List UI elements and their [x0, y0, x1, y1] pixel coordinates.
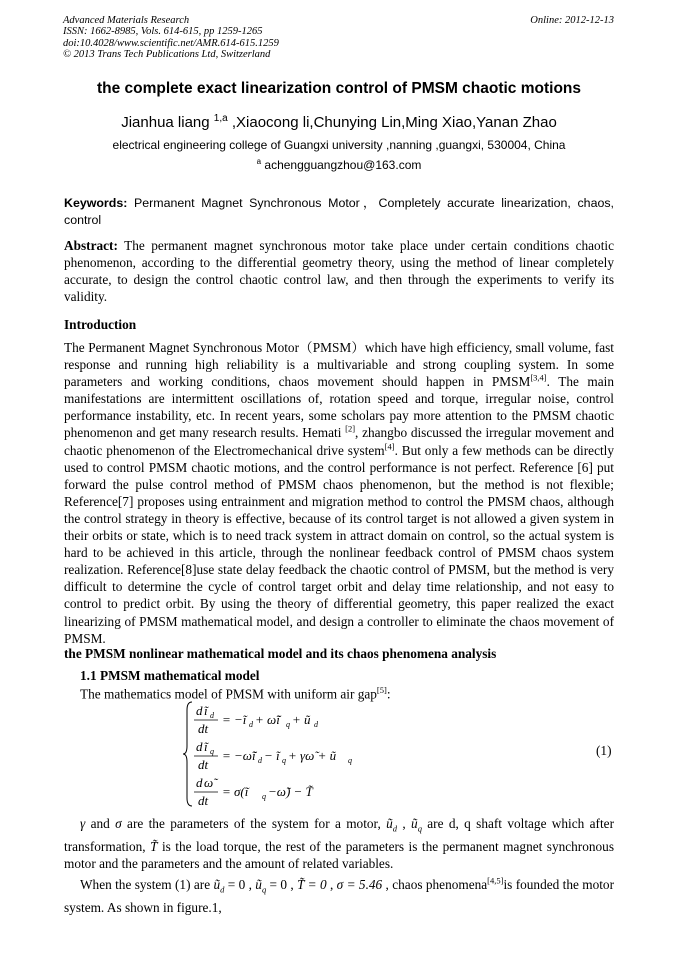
- citation: [3,4]: [530, 372, 547, 383]
- eq1-numerator-sub: d: [210, 711, 214, 720]
- eq2-rhs-1: = −ω̃ĩ: [222, 748, 256, 763]
- eq1-rhs-sub-2: q: [286, 720, 290, 729]
- gamma-symbol: γ: [80, 816, 86, 831]
- eq1-numerator-d: d: [196, 703, 203, 718]
- model-intro-colon: :: [386, 686, 391, 702]
- subscript: q: [261, 884, 267, 895]
- intro-text-1: The Permanent Magnet Synchronous Motor（PMSM）which have high efficiency, small volume, fast response and running high reliability is a multivariable and strong coupling system. In some parameters and working conditions, chaos movement should happen in PMSM: [64, 340, 614, 390]
- parameter-paragraph: [64, 815, 614, 872]
- first-author: Jianhua liang: [121, 114, 214, 131]
- journal-header: [63, 15, 279, 61]
- value: = 0: [266, 877, 288, 892]
- separator: ,: [326, 877, 337, 892]
- eq2-rhs-sub-1: d: [258, 756, 262, 765]
- intro-paragraph: [64, 339, 614, 647]
- para2-text: is the load torque, the rest of the parameters is the permanent magnet synchronous motor and the parameters and the amount of related variables.: [64, 838, 614, 871]
- citation: [4,5]: [487, 875, 504, 886]
- online-date: Online: 2012-12-13: [530, 15, 614, 26]
- separator: ,: [287, 877, 298, 892]
- ud-symbol: ũ: [213, 877, 221, 892]
- eq3-numerator-d: d: [196, 775, 203, 790]
- keywords-label: Keywords:: [64, 196, 128, 210]
- intro-text-4: . But only a few methods can be directly used to control PMSM chaotic motions, and the control performance is not perfect. Reference [6] put forward the pulse control method of PMSM chaos phenomenon, but the method is not flexible; Reference[7] proposes using entrainment and migration method to control the PMSM chaos, although the control strategy in theory is effective, because of its control target is not allowed a given system in their orbits or state, which is to need track system in attract domain on control, so the actual system is hard to be achieved in this article, through the nonlinear feedback control of PMSM chaos system realization. Reference[8]use state delay feedback the chaotic control of PMSM, but the method is very difficult to determine the cycle of control target orbit and delay time relationship, and not easy to control to predict orbit. By using the theory of differential geometry, this paper realized the exact linearizing of PMSM mathematical model, and design a controller to eliminate the chaos movement of PMSM.: [64, 442, 615, 646]
- eq3-rhs-sub-1: q: [262, 792, 266, 801]
- eq1-rhs-sub-1: d: [249, 720, 253, 729]
- eq1-denominator: dt: [198, 721, 209, 736]
- eq2-rhs-2: − ĩ: [264, 748, 280, 763]
- para2-text: are d, q shaft voltage which after transformation,: [64, 816, 614, 854]
- eq3-rhs-2: −ω̃) − T̃: [268, 784, 313, 799]
- doi-line: doi:10.4028/www.scientific.net/AMR.614-615.1259: [63, 37, 279, 49]
- eq1-rhs-1: = −ĩ: [222, 712, 247, 727]
- email-line: [0, 157, 678, 172]
- abstract: [64, 237, 614, 305]
- uq-symbol: ũ: [255, 877, 262, 892]
- subscript: q: [417, 823, 422, 834]
- equation-number: (1): [596, 743, 612, 758]
- eq1-rhs-2: + ω̃ĩ: [255, 712, 280, 727]
- eq3-rhs-1: = σ(ĩ: [222, 784, 249, 799]
- eq3-denominator: dt: [198, 793, 209, 808]
- author-list: [0, 113, 678, 131]
- abstract-label: Abstract:: [64, 238, 118, 253]
- torque-symbol: T̃: [150, 838, 158, 854]
- copyright-line: © 2013 Trans Tech Publications Ltd, Switzerland: [63, 49, 271, 61]
- chaos-condition-paragraph: [64, 876, 614, 916]
- issn-line: ISSN: 1662-8985, Vols. 614-615, pp 1259-1265: [63, 26, 263, 38]
- intro-heading: Introduction: [64, 317, 137, 332]
- torque-condition: T̃ = 0: [297, 877, 327, 892]
- eq1-rhs-sub-3: d: [314, 720, 318, 729]
- sigma-symbol: σ: [115, 816, 122, 831]
- citation: [5]: [376, 685, 387, 695]
- abstract-text: The permanent magnet synchronous motor take place under certain conditions chaotic phenomenon, according to the differential geometry theory, using the method of linear completely accurate, to design the control chaotic control law, and then through the experiments to verify its validity.: [64, 238, 614, 305]
- para2-text: and: [85, 816, 116, 831]
- subscript: d: [220, 884, 225, 895]
- subscript: d: [392, 823, 398, 834]
- para3-text: is founded the motor system. As shown in figure.1,: [64, 877, 614, 915]
- email-superscript: a: [256, 157, 262, 166]
- eq2-rhs-sub-2: q: [282, 756, 286, 765]
- model-intro-text: The mathematics model of PMSM with uniform air gap: [80, 686, 377, 702]
- eq2-denominator: dt: [198, 757, 209, 772]
- separator: ,: [245, 877, 256, 892]
- para3-text: , chaos phenomena: [382, 877, 488, 892]
- eq2-numerator-var: ĩ: [204, 739, 208, 754]
- intro-text-3: , zhangbo discussed the irregular movement and chaotic phenomenon of the Electromechanical drive system: [64, 425, 614, 458]
- other-authors: ,Xiaocong li,Chunying Lin,Ming Xiao,Yanan Zhao: [227, 114, 557, 131]
- affiliation: electrical engineering college of Guangxi university ,nanning ,guangxi, 530004, China: [112, 138, 566, 152]
- para2-text: ,: [397, 816, 412, 831]
- para2-text: are the parameters of the system for a motor,: [121, 816, 387, 831]
- author-superscript: 1,a: [213, 113, 228, 124]
- eq1-numerator-var: ĩ: [204, 703, 208, 718]
- section-heading: the PMSM nonlinear mathematical model and its chaos phenomena analysis: [64, 646, 497, 661]
- value: = 0: [224, 877, 246, 892]
- subsection-heading: 1.1 PMSM mathematical model: [80, 668, 260, 683]
- eq2-numerator-sub: q: [210, 747, 214, 756]
- eq3-numerator-var: ω̃: [204, 775, 214, 790]
- system-brace: [183, 702, 192, 806]
- keywords: [64, 195, 614, 229]
- equation-system: [182, 698, 362, 810]
- intro-text-2: . The main manifestations are intermittent oscillations of, rotation speed and torque, irregular noise, control performance instability, etc. In recent years, some scholars pay more attention to the PMSM chaotic phenomenon and get many research results. Hemati: [64, 374, 614, 441]
- email-address: achengguangzhou@163.com: [261, 158, 422, 172]
- citation: [2]: [345, 424, 356, 435]
- citation: [4]: [384, 441, 395, 452]
- keywords-text: Permanent Magnet Synchronous Motor，Completely accurate linearization, chaos, control: [64, 196, 614, 227]
- sigma-condition: σ = 5.46: [336, 877, 383, 892]
- eq2-rhs-3: + γω̃ + ũ: [288, 748, 337, 763]
- eq2-rhs-sub-3: q: [348, 756, 352, 765]
- paper-title: the complete exact linearization control of PMSM chaotic motions: [96, 80, 582, 97]
- eq2-numerator-d: d: [196, 739, 203, 754]
- journal-name: Advanced Materials Research: [63, 15, 190, 26]
- ud-symbol: ũ: [386, 816, 393, 831]
- para3-text: When the system (1) are: [80, 877, 214, 892]
- uq-symbol: ũ: [411, 816, 418, 831]
- eq1-rhs-3: + ũ: [292, 712, 311, 727]
